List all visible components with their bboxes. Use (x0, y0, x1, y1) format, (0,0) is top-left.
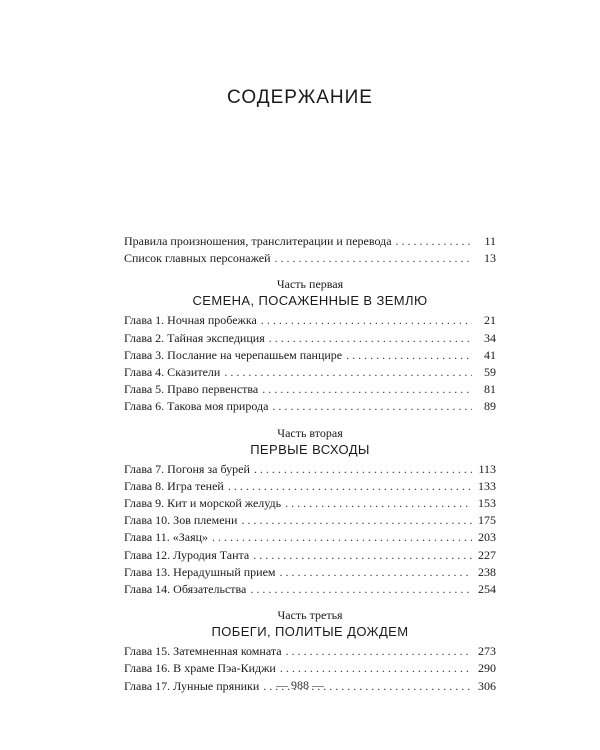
entry-label: Глава 5. Право первенства (124, 382, 259, 397)
dot-leader (241, 512, 472, 529)
entry-page: 175 (478, 513, 496, 528)
entry-label: Глава 3. Послание на черепашьем панцире (124, 347, 343, 362)
entry-page: 238 (478, 564, 496, 579)
entry-page: 11 (484, 234, 496, 248)
entry-page: 81 (484, 382, 496, 397)
dot-leader (253, 547, 472, 564)
entry-page: 153 (478, 496, 496, 511)
entry-page: 41 (484, 347, 496, 362)
part-title: СЕМЕНА, ПОСАЖЕННЫЕ В ЗЕМЛЮ (192, 293, 428, 309)
part-label: Часть третья (277, 608, 343, 623)
dot-leader (286, 643, 472, 660)
entry-page: 254 (478, 582, 496, 597)
dot-leader (261, 312, 472, 329)
entry-label: Список главных персонажей (124, 251, 271, 266)
toc-entry[interactable] (124, 347, 496, 364)
part-label: Часть вторая (277, 425, 343, 440)
entry-label: Глава 12. Луродия Танта (124, 547, 250, 562)
entry-label: Глава 10. Зов племени (124, 513, 238, 528)
entry-page: 203 (478, 530, 496, 545)
dot-leader (224, 364, 472, 381)
entry-page: 306 (478, 678, 496, 693)
entry-label: Глава 11. «Заяц» (124, 530, 209, 545)
toc-entry[interactable] (124, 564, 496, 581)
toc-entry[interactable] (124, 478, 496, 495)
dot-leader (250, 581, 472, 598)
dot-leader (280, 660, 472, 677)
toc-entry[interactable] (124, 660, 496, 677)
entry-label: Глава 8. Игра теней (124, 478, 224, 493)
toc-entry[interactable] (124, 330, 496, 347)
dot-leader (285, 495, 472, 512)
toc-entry[interactable] (124, 312, 496, 329)
entry-label: Глава 4. Сказители (124, 365, 221, 380)
toc-entry[interactable] (124, 364, 496, 381)
dot-leader (280, 564, 472, 581)
dot-leader (396, 233, 472, 250)
dot-leader (212, 529, 472, 546)
toc-entry[interactable] (124, 398, 496, 415)
table-of-contents (124, 233, 496, 695)
entry-label: Глава 15. Затемненная комната (124, 644, 282, 659)
dot-leader (272, 398, 472, 415)
entry-page: 227 (478, 547, 496, 562)
entry-label: Глава 6. Такова моя природа (124, 399, 269, 414)
part-title: ПЕРВЫЕ ВСХОДЫ (250, 441, 370, 457)
toc-entry[interactable] (124, 233, 496, 250)
dot-leader (254, 461, 472, 478)
entry-label: Глава 16. В храме Пэа-Киджи (124, 661, 276, 676)
entry-page: 290 (478, 661, 496, 676)
entry-label: Глава 9. Кит и морской желудь (124, 496, 282, 511)
toc-entry[interactable] (124, 547, 496, 564)
dot-leader (228, 478, 472, 495)
entry-page: 34 (484, 330, 496, 345)
toc-entry[interactable] (124, 643, 496, 660)
part-heading (124, 608, 496, 640)
entry-label: Глава 1. Ночная пробежка (124, 313, 257, 328)
dot-leader (262, 381, 472, 398)
dot-leader (269, 330, 472, 347)
part-title: ПОБЕГИ, ПОЛИТЫЕ ДОЖДЕМ (211, 624, 409, 640)
page-number: — 988 — (276, 678, 324, 692)
toc-entry[interactable] (124, 581, 496, 598)
toc-entry[interactable] (124, 461, 496, 478)
entry-page: 21 (484, 313, 496, 328)
entry-label: Глава 14. Обязательства (124, 582, 247, 597)
dot-leader (346, 347, 472, 364)
toc-entry[interactable] (124, 529, 496, 546)
toc-entry[interactable] (124, 381, 496, 398)
page-title: СОДЕРЖАНИЕ (227, 87, 373, 108)
part-heading (124, 277, 496, 309)
entry-label: Правила произношения, транслитерации и перевода (124, 234, 392, 248)
entry-label: Глава 17. Лунные пряники (124, 678, 260, 693)
entry-label: Глава 13. Нерадушный прием (124, 564, 276, 579)
entry-page: 13 (484, 251, 496, 266)
entry-page: 273 (478, 644, 496, 659)
dot-leader (274, 250, 472, 267)
part-heading (124, 426, 496, 458)
toc-entry[interactable] (124, 250, 496, 267)
toc-entry[interactable] (124, 495, 496, 512)
entry-page: 89 (484, 399, 496, 414)
entry-page: 133 (478, 478, 496, 493)
part-label: Часть первая (276, 277, 344, 292)
entry-page: 113 (478, 461, 496, 476)
entry-label: Глава 2. Тайная экспедиция (124, 330, 265, 345)
toc-entry[interactable] (124, 512, 496, 529)
entry-label: Глава 7. Погоня за бурей (124, 461, 250, 476)
entry-page: 59 (484, 365, 496, 380)
